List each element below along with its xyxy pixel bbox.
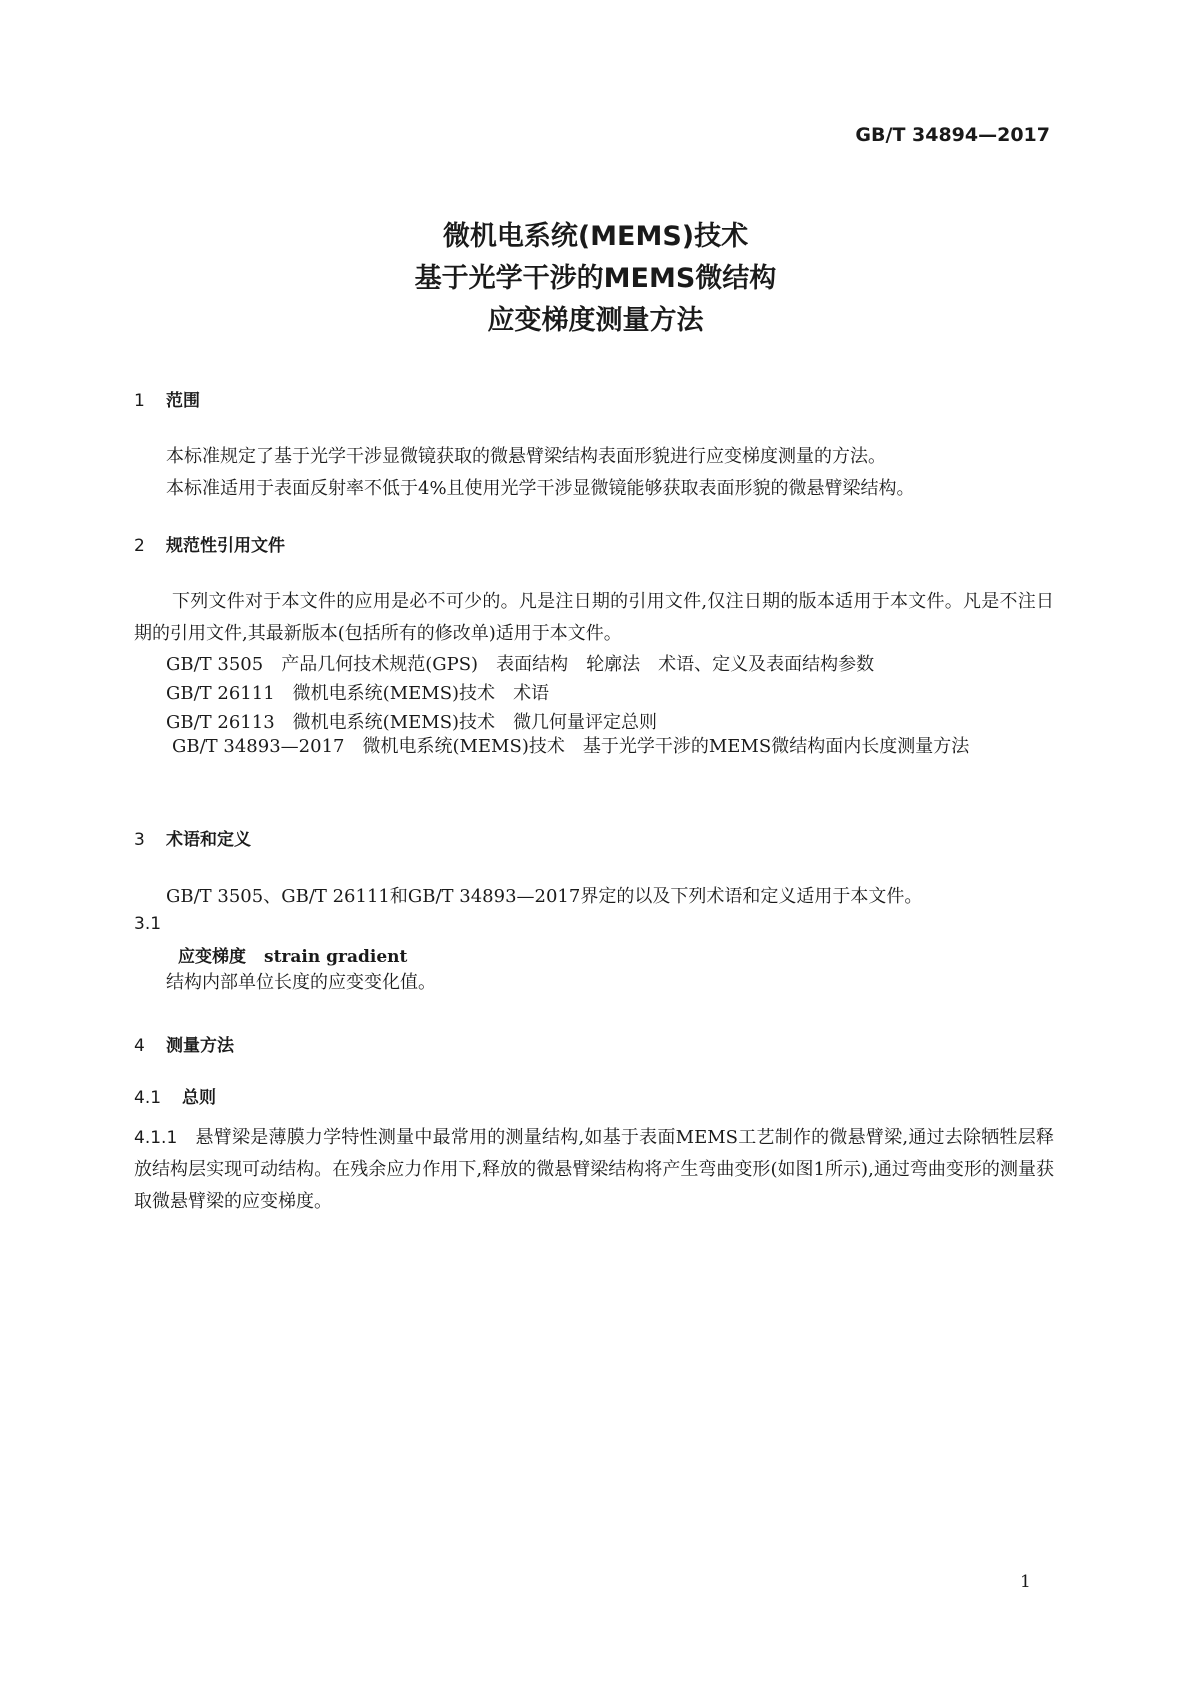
section-title: 范围 [166, 391, 200, 411]
term-chinese: 应变梯度 [178, 947, 246, 967]
title-line-2: 基于光学干涉的MEMS微结构 [414, 263, 777, 294]
term-definition: 结构内部单位长度的应变变化值。 [166, 972, 436, 993]
title-line-1: 微机电系统(MEMS)技术 [442, 221, 749, 252]
subsection-number: 4.1 [134, 1088, 162, 1108]
reference-part: 基于光学干涉的MEMS微结构面内长度测量方法 [582, 736, 970, 757]
terms-intro: GB/T 3505、GB/T 26111和GB/T 34893—2017界定的以及下列术语和定义适用于本文件。 [166, 886, 923, 907]
term-english: strain gradient [264, 947, 408, 967]
section-title: 规范性引用文件 [166, 536, 285, 556]
reference-part: 表面结构 [496, 654, 569, 675]
reference-item [166, 650, 874, 676]
section-4-heading [134, 1031, 234, 1056]
reference-title: 微机电系统(MEMS)技术 [292, 683, 496, 704]
section-3-heading [134, 825, 251, 850]
term-number: 3.1 [134, 914, 162, 934]
section-number: 2 [134, 536, 145, 556]
scope-paragraph-1: 本标准规定了基于光学干涉显微镜获取的微悬臂梁结构表面形貌进行应变梯度测量的方法。 [166, 446, 886, 467]
reference-item [134, 731, 1054, 763]
reference-code: GB/T 26113 [166, 712, 275, 733]
subsection-heading [134, 1083, 216, 1108]
reference-code: GB/T 34893—2017 [172, 736, 345, 757]
reference-title: 微机电系统(MEMS)技术 [362, 736, 565, 757]
reference-part: 轮廓法 [586, 654, 641, 675]
reference-title: 产品几何技术规范(GPS) [281, 654, 479, 675]
page-number: 1 [1020, 1572, 1031, 1592]
normative-intro: 下列文件对于本文件的应用是必不可少的。凡是注日期的引用文件,仅注日期的版本适用于本文件。凡是不注日期的引用文件,其最新版本(包括所有的修改单)适用于本文件。 [134, 591, 1054, 644]
section-number: 4 [134, 1036, 145, 1056]
reference-item [166, 679, 549, 705]
title-line-3: 应变梯度测量方法 [487, 305, 704, 336]
section-number: 1 [134, 391, 145, 411]
reference-part: 术语 [513, 683, 550, 704]
section-title: 测量方法 [166, 1036, 234, 1056]
section-1-heading [134, 386, 200, 411]
subsection-title: 总则 [182, 1088, 216, 1108]
reference-part: 微几何量评定总则 [513, 712, 658, 733]
section-title: 术语和定义 [166, 830, 251, 850]
clause-text: 悬臂梁是薄膜力学特性测量中最常用的测量结构,如基于表面MEMS工艺制作的微悬臂梁,通过去除牺牲层释放结构层实现可动结构。在残余应力作用下,释放的微悬臂梁结构将产生弯曲变形(如图1所示),通过弯曲变形的测量获取微悬臂梁的应变梯度。 [134, 1127, 1054, 1212]
scope-paragraph-2: 本标准适用于表面反射率不低于4%且使用光学干涉显微镜能够获取表面形貌的微悬臂梁结构。 [166, 478, 915, 499]
standard-number: GB/T 34894—2017 [855, 124, 1050, 146]
reference-part: 术语、定义及表面结构参数 [658, 654, 875, 675]
reference-code: GB/T 3505 [166, 654, 264, 675]
reference-title: 微机电系统(MEMS)技术 [292, 712, 496, 733]
term-heading [178, 942, 407, 967]
section-number: 3 [134, 830, 145, 850]
clause-number: 4.1.1 [134, 1128, 178, 1148]
clause-4-1-1 [134, 1122, 1054, 1218]
reference-code: GB/T 26111 [166, 683, 275, 704]
section-2-heading [134, 531, 285, 556]
